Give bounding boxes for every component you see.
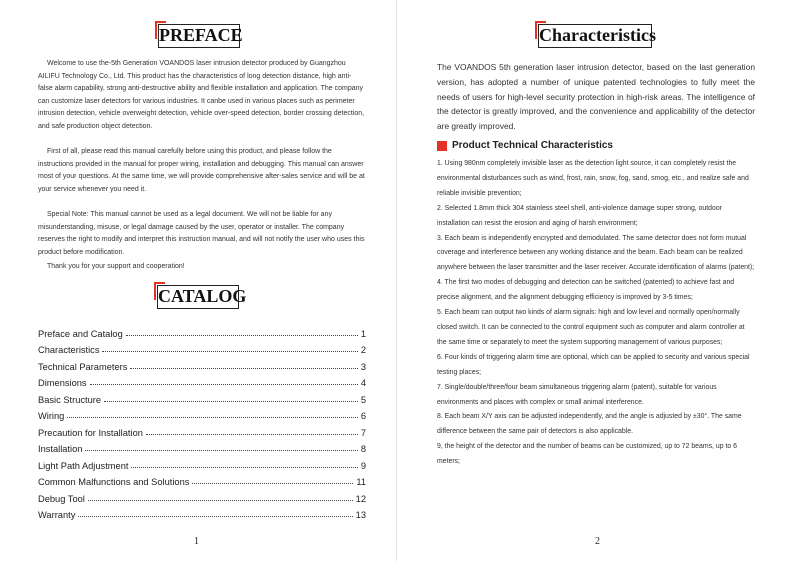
toc-page: 11 [356, 477, 366, 487]
toc-label: Light Path Adjustment [38, 460, 129, 471]
toc-label: Characteristics [38, 345, 100, 355]
page-number: 2 [595, 536, 600, 547]
toc-leader [130, 368, 357, 369]
toc-label: Debug Tool [38, 493, 85, 504]
characteristics-list [437, 157, 755, 470]
catalog-list [38, 322, 366, 520]
toc-page: 4 [360, 378, 366, 388]
list-item: 3. Each beam is independently encrypted and demodulated. The same detector does not form mutual coverage and interference between any working distance and the beam. Each beam can be realized anywhere between the laser transmitter and the laser receiver. Accurate identification of alarms (patent); [437, 234, 755, 272]
toc-page: 2 [360, 345, 366, 355]
toc-label: Wiring [38, 411, 65, 421]
list-item: 6. Four kinds of triggering alarm time are optional, which can be applied to security and various special testing places; [437, 353, 750, 376]
toc-leader [131, 467, 357, 468]
list-item: 4. The first two modes of debugging and detection can be switched (patented) to achieve fast and precise alignment, and the alignment debugging efficiency is improved by 3-5 times; [437, 279, 735, 302]
list-item: 8. Each beam X/Y axis can be adjusted independently, and the angle is adjusted by ±30°. The same difference between the same pair of detectors is also applicable. [437, 413, 742, 436]
preface-paragraph-2: First of all, please read this manual carefully before using this product, and please follow the instructions provided in the manual for proper wiring, installation and debugging. This manual can answer most of your questions. At the same time, we will provide comprehensive after-sales service and will be at your service whenever you need it. [38, 148, 365, 193]
toc-page: 5 [360, 394, 366, 405]
toc-row[interactable] [38, 471, 366, 488]
toc-row[interactable] [38, 388, 366, 405]
characteristics-intro: The VOANDOS 5th generation laser intrusion detector, based on the last generation version, has adopted a number of unique patented technologies to fully meet the needs of users for high-level security protection in high-risk areas. The intelligence of the detector is greatly improved, and the convenience and applicability of the detector are greatly improved. [437, 62, 755, 132]
toc-leader [192, 483, 353, 484]
list-item: 5. Each beam can output two kinds of alarm signals: high and low level and normally open/normally closed switch. It can be connected to the control equipment such as computer and alarm controller at the same time or separately to meet the system supporting management of various purposes; [437, 309, 745, 346]
toc-leader [85, 450, 357, 451]
toc-row[interactable] [38, 339, 366, 356]
toc-page: 13 [355, 510, 366, 520]
toc-row[interactable] [38, 504, 366, 521]
toc-label: Installation [38, 444, 83, 454]
list-item: 9, the height of the detector and the number of beams can be customized, up to 72 beams, up to 6 meters; [437, 443, 737, 466]
toc-label: Dimensions [38, 378, 87, 388]
section-title: Product Technical Characteristics [452, 140, 613, 151]
toc-leader [102, 351, 357, 352]
preface-paragraph-1: Welcome to use the-5th Generation VOANDOS laser intrusion detector produced by Guangzhou AILIFU Technology Co., Ltd. This product has the characteristics of long detection distance, high anti-false alarm capability, strong anti-destructive ability and flexible installation and application. The company can customize laser detectors for various industries. It canbe used in various places such as perimeter intrusion detection, vehicle overweight detection, vehicle over-speed detection, border crossing detection, and safe production object detection. [38, 60, 365, 130]
toc-leader [78, 516, 352, 517]
toc-label: Warranty [38, 510, 76, 520]
list-item: 7. Single/double/three/four beam simultaneous triggering alarm (patent), suitable for various environments and places with complex or small animal interference. [437, 383, 717, 406]
toc-row[interactable] [38, 487, 366, 504]
toc-page: 3 [360, 361, 366, 372]
toc-leader [104, 401, 358, 402]
toc-label: Preface and Catalog [38, 328, 123, 339]
list-item: 1. Using 980nm completely invisible laser as the detection light source, it can completely resist the environmental disturbances such as wind, frost, rain, snow, fog, sand, smog, etc., and realize safe and reliable invisible prevention; [437, 160, 749, 197]
list-item: 2. Selected 1.8mm thick 304 stainless steel shell, anti-violence damage super strong, outdoor installation can resist the erosion and aging of harsh environment; [437, 204, 722, 227]
toc-leader [88, 500, 353, 501]
preface-paragraph-3: Special Note: This manual cannot be used as a legal document. We will not be liable for any misunderstanding, misuse, or legal damage caused by the user, operator or installer. The company reserves the right to modify and interpret this instruction manual, and will not notify the user who uses this product before modification. [38, 211, 365, 256]
toc-row[interactable] [38, 405, 366, 422]
section-heading [437, 140, 613, 151]
toc-row[interactable] [38, 322, 366, 339]
catalog-heading: CATALOG [157, 285, 239, 309]
toc-page: 12 [355, 493, 366, 504]
toc-label: Precaution for Installation [38, 427, 143, 438]
toc-page: 1 [360, 328, 366, 339]
preface-paragraph-4: Thank you for your support and cooperation! [47, 263, 185, 270]
toc-leader [146, 434, 358, 435]
page-2 [397, 0, 793, 561]
toc-leader [126, 335, 358, 336]
toc-label: Common Malfunctions and Solutions [38, 477, 190, 487]
toc-page: 8 [360, 444, 366, 454]
toc-row[interactable] [38, 454, 366, 471]
toc-row[interactable] [38, 438, 366, 455]
toc-leader [90, 384, 358, 385]
toc-row[interactable] [38, 355, 366, 372]
toc-row[interactable] [38, 421, 366, 438]
page-number: 1 [194, 536, 199, 547]
toc-page: 9 [360, 460, 366, 471]
preface-heading: PREFACE [158, 24, 240, 48]
toc-label: Basic Structure [38, 394, 102, 405]
characteristics-heading: Characteristics [538, 24, 652, 48]
page-1 [0, 0, 396, 561]
toc-page: 7 [360, 427, 366, 438]
toc-row[interactable] [38, 372, 366, 389]
toc-label: Technical Parameters [38, 361, 128, 372]
red-square-bullet-icon [437, 141, 447, 151]
toc-leader [67, 417, 357, 418]
toc-page: 6 [360, 411, 366, 421]
